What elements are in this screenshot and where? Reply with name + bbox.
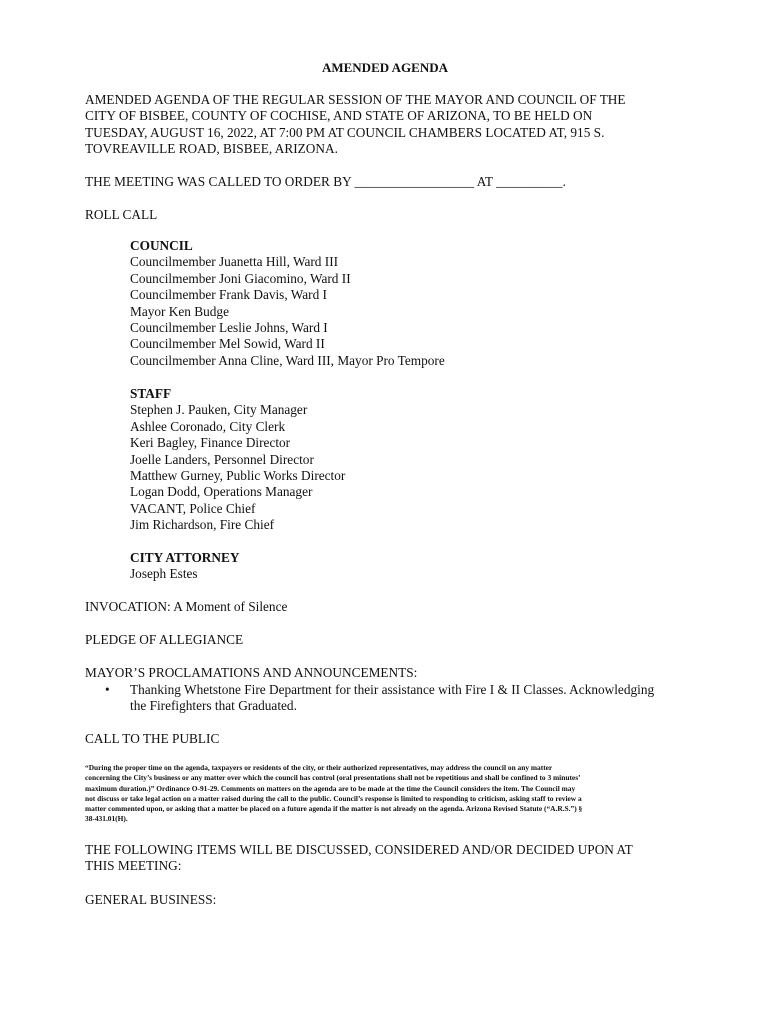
intro-line: CITY OF BISBEE, COUNTY OF COCHISE, AND STATE OF ARIZONA, TO BE HELD ON [85, 108, 593, 124]
staff-member: Keri Bagley, Finance Director [130, 435, 291, 451]
document-title: AMENDED AGENDA [321, 60, 449, 75]
list-item [85, 682, 685, 715]
staff-member: VACANT, Police Chief [130, 500, 256, 516]
staff-member: Jim Richardson, Fire Chief [130, 517, 275, 533]
called-to-order: THE MEETING WAS CALLED TO ORDER BY __________________ AT __________. [85, 174, 566, 189]
staff-member: Stephen J. Pauken, City Manager [130, 402, 308, 418]
invocation: INVOCATION: A Moment of Silence [85, 599, 288, 614]
following-line: THE FOLLOWING ITEMS WILL BE DISCUSSED, CONSIDERED AND/OR DECIDED UPON AT [85, 842, 633, 857]
notice-line: not discuss or take legal action on a matter raised during the call to the public. Council’s response is limited to responding to criticism, asking staff to review a [85, 793, 582, 803]
staff-member: Logan Dodd, Operations Manager [130, 484, 313, 500]
pledge-heading: PLEDGE OF ALLEGIANCE [85, 632, 244, 647]
general-business-heading: GENERAL BUSINESS: [85, 892, 217, 907]
staff-member: Matthew Gurney, Public Works Director [130, 468, 346, 484]
bullet-icon: • [105, 682, 110, 697]
notice-line: “During the proper time on the agenda, taxpayers or residents of the city, or their authorized representatives, may address the council on any matter [85, 763, 553, 772]
council-member: Mayor Ken Budge [130, 303, 229, 319]
council-member: Councilmember Anna Cline, Ward III, Mayor Pro Tempore [130, 352, 445, 368]
council-member: Councilmember Frank Davis, Ward I [130, 287, 327, 303]
intro-line: TOVREAVILLE ROAD, BISBEE, ARIZONA. [85, 141, 338, 157]
bullet-line: the Firefighters that Graduated. [130, 698, 297, 714]
attorney-section [130, 550, 730, 583]
intro-line: TUESDAY, AUGUST 16, 2022, AT 7:00 PM AT COUNCIL CHAMBERS LOCATED AT, 915 S. [85, 124, 605, 140]
council-heading: COUNCIL [130, 238, 193, 253]
staff-section [130, 386, 730, 534]
staff-member: Joelle Landers, Personnel Director [130, 451, 314, 467]
attorney-heading: CITY ATTORNEY [130, 550, 240, 565]
council-member: Councilmember Mel Sowid, Ward II [130, 336, 325, 352]
bullet-line: Thanking Whetstone Fire Department for their assistance with Fire I & II Classes. Acknowledging [130, 682, 655, 697]
staff-member: Ashlee Coronado, City Clerk [130, 418, 286, 434]
proclamations-heading: MAYOR’S PROCLAMATIONS AND ANNOUNCEMENTS: [85, 665, 418, 680]
following-line: THIS MEETING: [85, 858, 182, 874]
intro-paragraph [85, 92, 685, 158]
attorney-member: Joseph Estes [130, 566, 198, 582]
notice-line: 38-431.01(H). [85, 814, 128, 824]
public-comment-notice [85, 763, 685, 825]
staff-heading: STAFF [130, 386, 172, 401]
council-member: Councilmember Joni Giacomino, Ward II [130, 270, 351, 286]
proclamations-list [85, 682, 685, 715]
call-to-public-heading: CALL TO THE PUBLIC [85, 731, 220, 746]
notice-line: maximum duration.)” Ordinance O-91-29. Comments on matters on the agenda are to be made at the time the Council considers the item. The Council may [85, 783, 576, 793]
notice-line: matter commented upon, or asking that a matter be placed on a future agenda if the matter is not already on the agenda. Arizona Revised Statute (“A.R.S.”) § [85, 804, 583, 814]
roll-call-heading: ROLL CALL [85, 207, 158, 222]
council-member: Councilmember Leslie Johns, Ward I [130, 320, 328, 336]
council-member: Councilmember Juanetta Hill, Ward III [130, 254, 339, 270]
following-items [85, 842, 685, 875]
intro-line: AMENDED AGENDA OF THE REGULAR SESSION OF THE MAYOR AND COUNCIL OF THE [85, 92, 626, 107]
council-section [130, 238, 730, 369]
notice-line: concerning the City’s business or any matter over which the council has control (oral presentations shall not be repetitious and shall be confined to 3 minutes’ [85, 773, 581, 783]
